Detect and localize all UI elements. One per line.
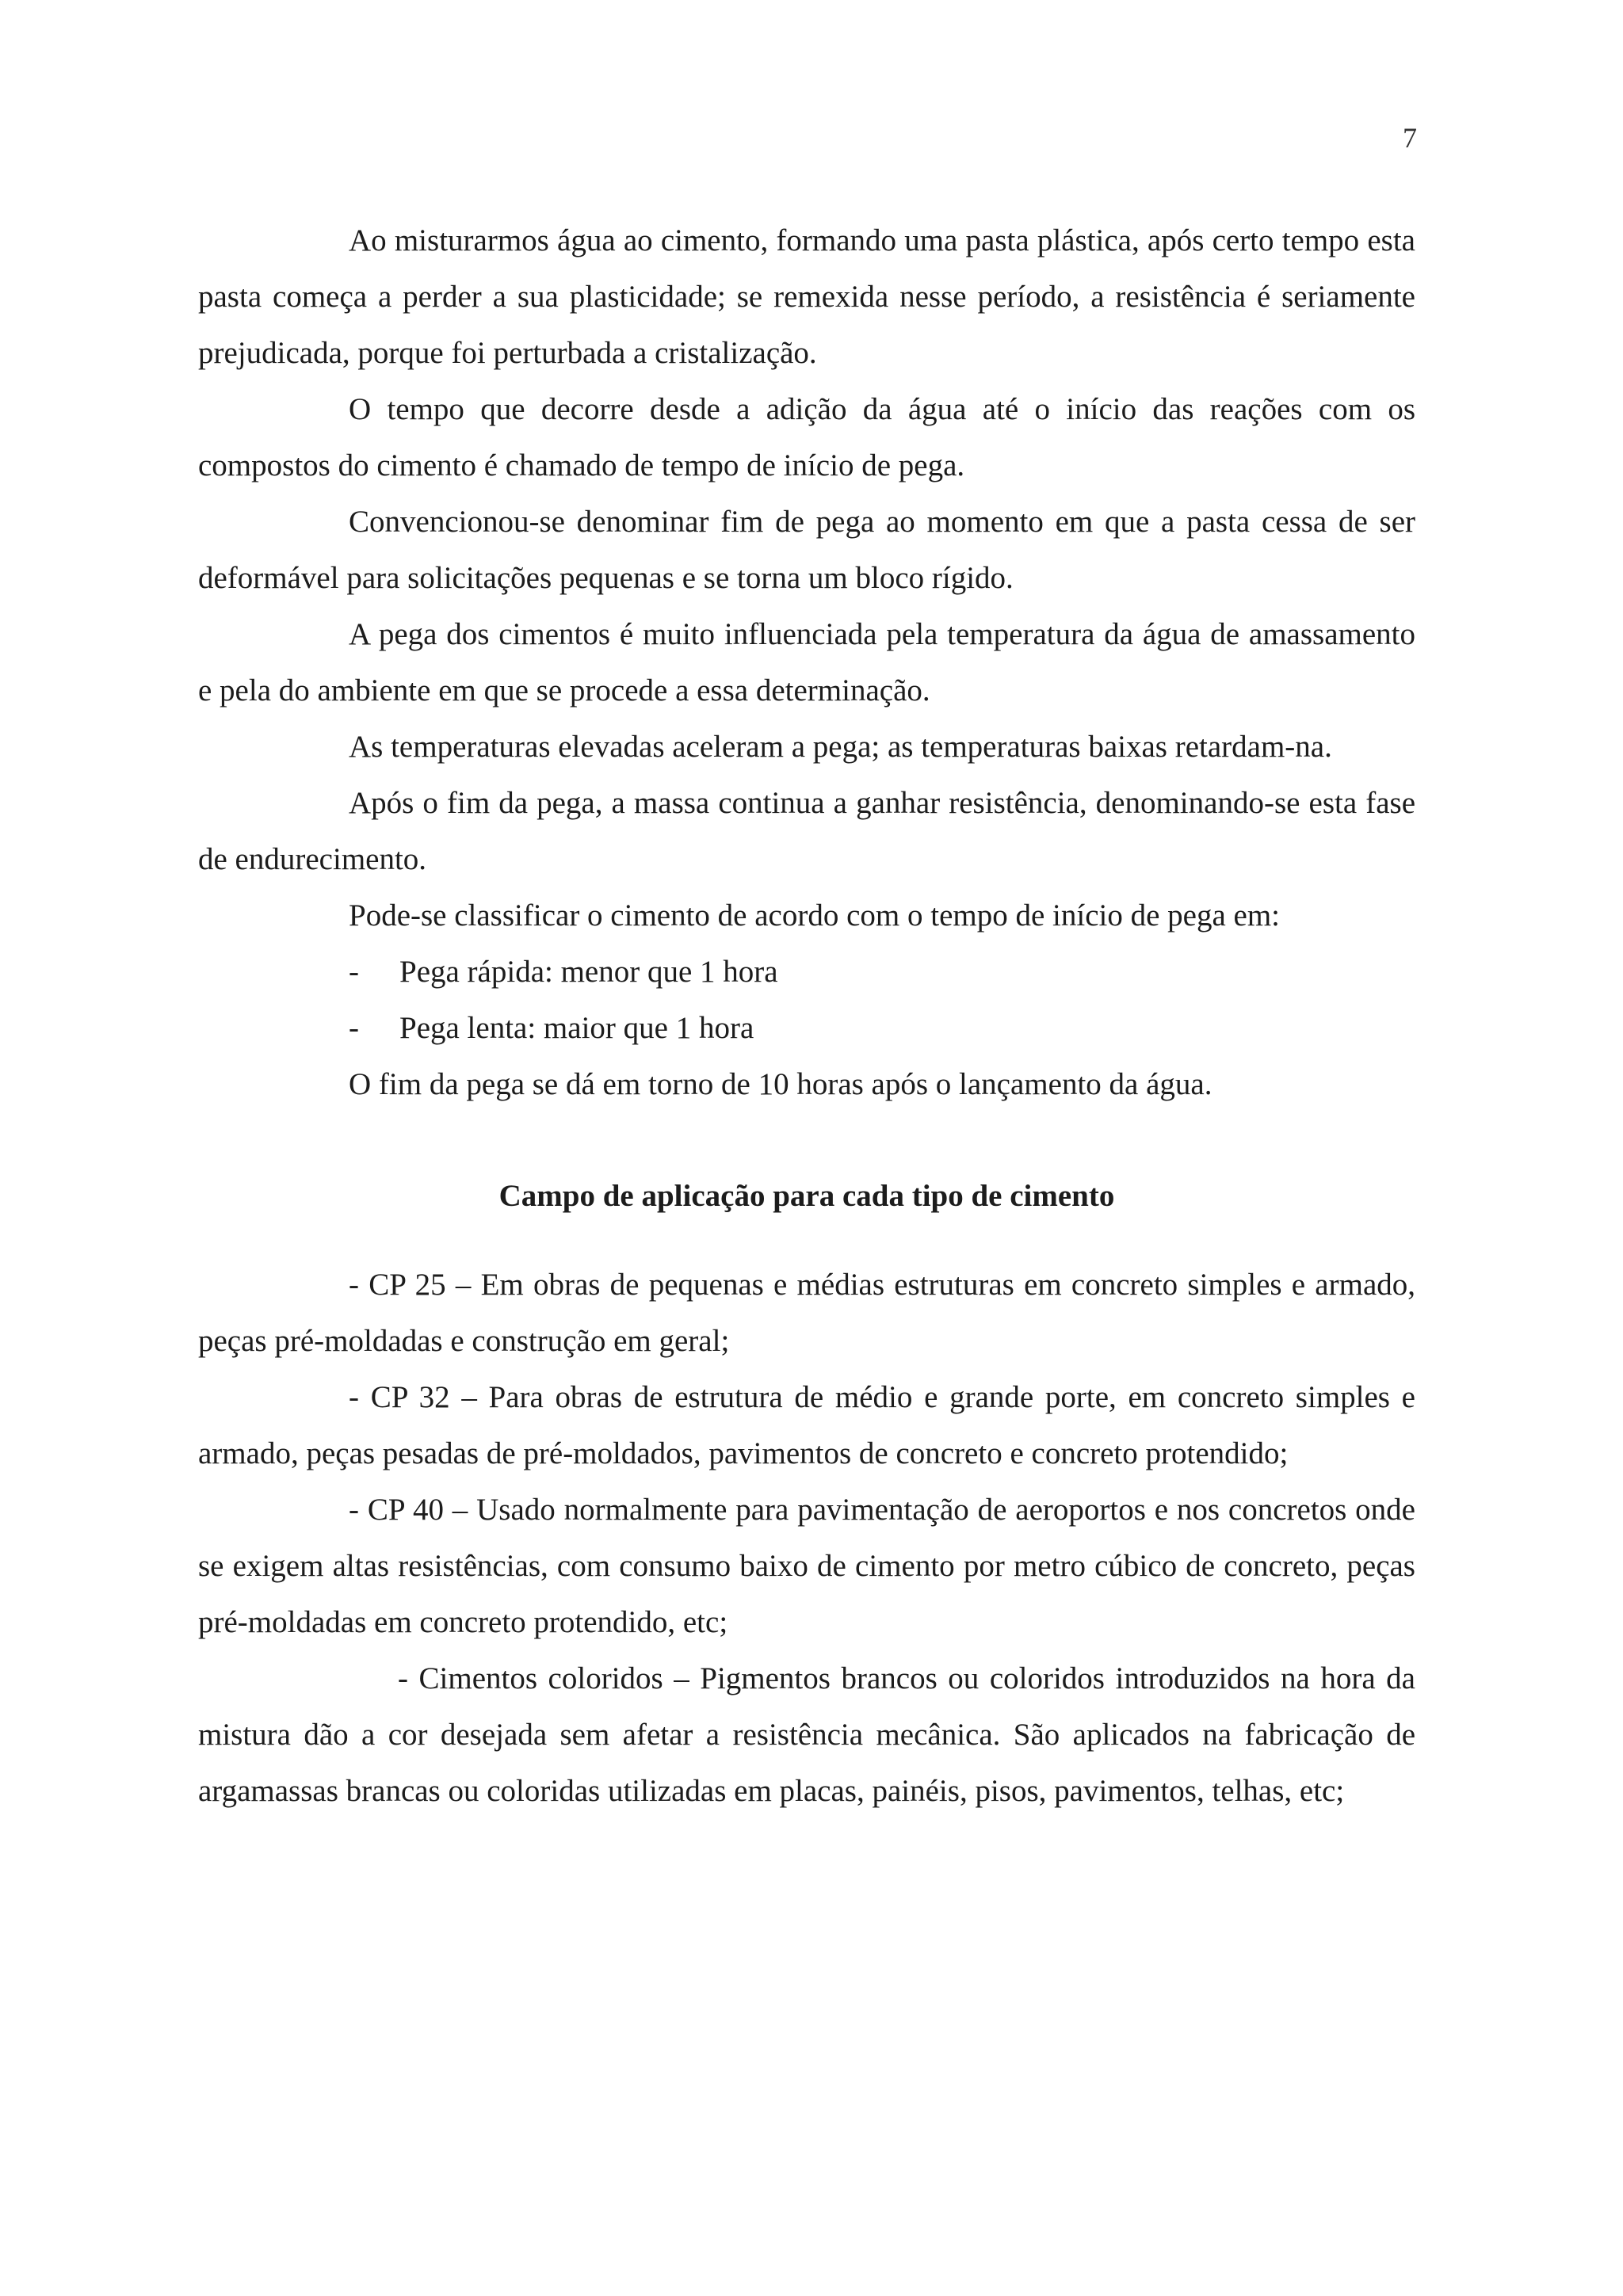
cement-type-cp40: - CP 40 – Usado normalmente para pavimentação de aeroportos e nos concretos onde se exigem altas resistências, com consumo baixo de cimento por metro cúbico de concreto, peças pré-moldadas em concreto protendido, etc; [198,1493,1415,1639]
cement-type-cp25: - CP 25 – Em obras de pequenas e médias estruturas em concreto simples e armado, peças pré-moldadas e construção em geral; [198,1268,1415,1358]
paragraph-initial-set-time: O tempo que decorre desde a adição da água até o início das reações com os compostos do cimento é chamado de tempo de início de pega. [198,392,1415,482]
paragraph-temperature-influence: A pega dos cimentos é muito influenciada pela temperatura da água de amassamento e pela do ambiente em que se procede a essa determinação. [198,617,1415,707]
list-dash: - [349,1011,359,1045]
page-number: 7 [1403,122,1417,154]
cement-type-cp32: - CP 32 – Para obras de estrutura de médio e grande porte, em concreto simples e armado, peças pesadas de pré-moldados, pavimentos de concreto e concreto protendido; [198,1380,1415,1470]
list-item-text: Pega rápida: menor que 1 hora [399,955,778,989]
paragraph-plasticity: Ao misturarmos água ao cimento, formando uma pasta plástica, após certo tempo esta pasta começa a perder a sua plasticidade; se remexida nesse período, a resistência é seriamente prejudicada, porque foi perturbada a cristalização. [198,223,1415,370]
list-item-slow-set [349,1000,1415,1056]
page-body [198,212,1415,1819]
list-item-fast-set [349,944,1415,1000]
section-heading: Campo de aplicação para cada tipo de cimento [498,1179,1115,1213]
paragraph-classification-intro: Pode-se classificar o cimento de acordo com o tempo de início de pega em: [349,898,1281,933]
list-item-text: Pega lenta: maior que 1 hora [399,1011,754,1045]
paragraph-final-set: Convencionou-se denominar fim de pega ao momento em que a pasta cessa de ser deformável para solicitações pequenas e se torna um bloco rígido. [198,505,1415,595]
cement-type-colored: - Cimentos coloridos – Pigmentos brancos ou coloridos introduzidos na hora da mistura dão a cor desejada sem afetar a resistência mecânica. São aplicados na fabricação de argamassas brancas ou coloridas utilizadas em placas, painéis, pisos, pavimentos, telhas, etc; [198,1661,1415,1808]
paragraph-final-set-time: O fim da pega se dá em torno de 10 horas após o lançamento da água. [349,1067,1212,1101]
list-dash: - [349,955,359,989]
paragraph-hardening: Após o fim da pega, a massa continua a ganhar resistência, denominando-se esta fase de endurecimento. [198,786,1415,876]
paragraph-temperature-effect: As temperaturas elevadas aceleram a pega; as temperaturas baixas retardam-na. [349,730,1332,764]
